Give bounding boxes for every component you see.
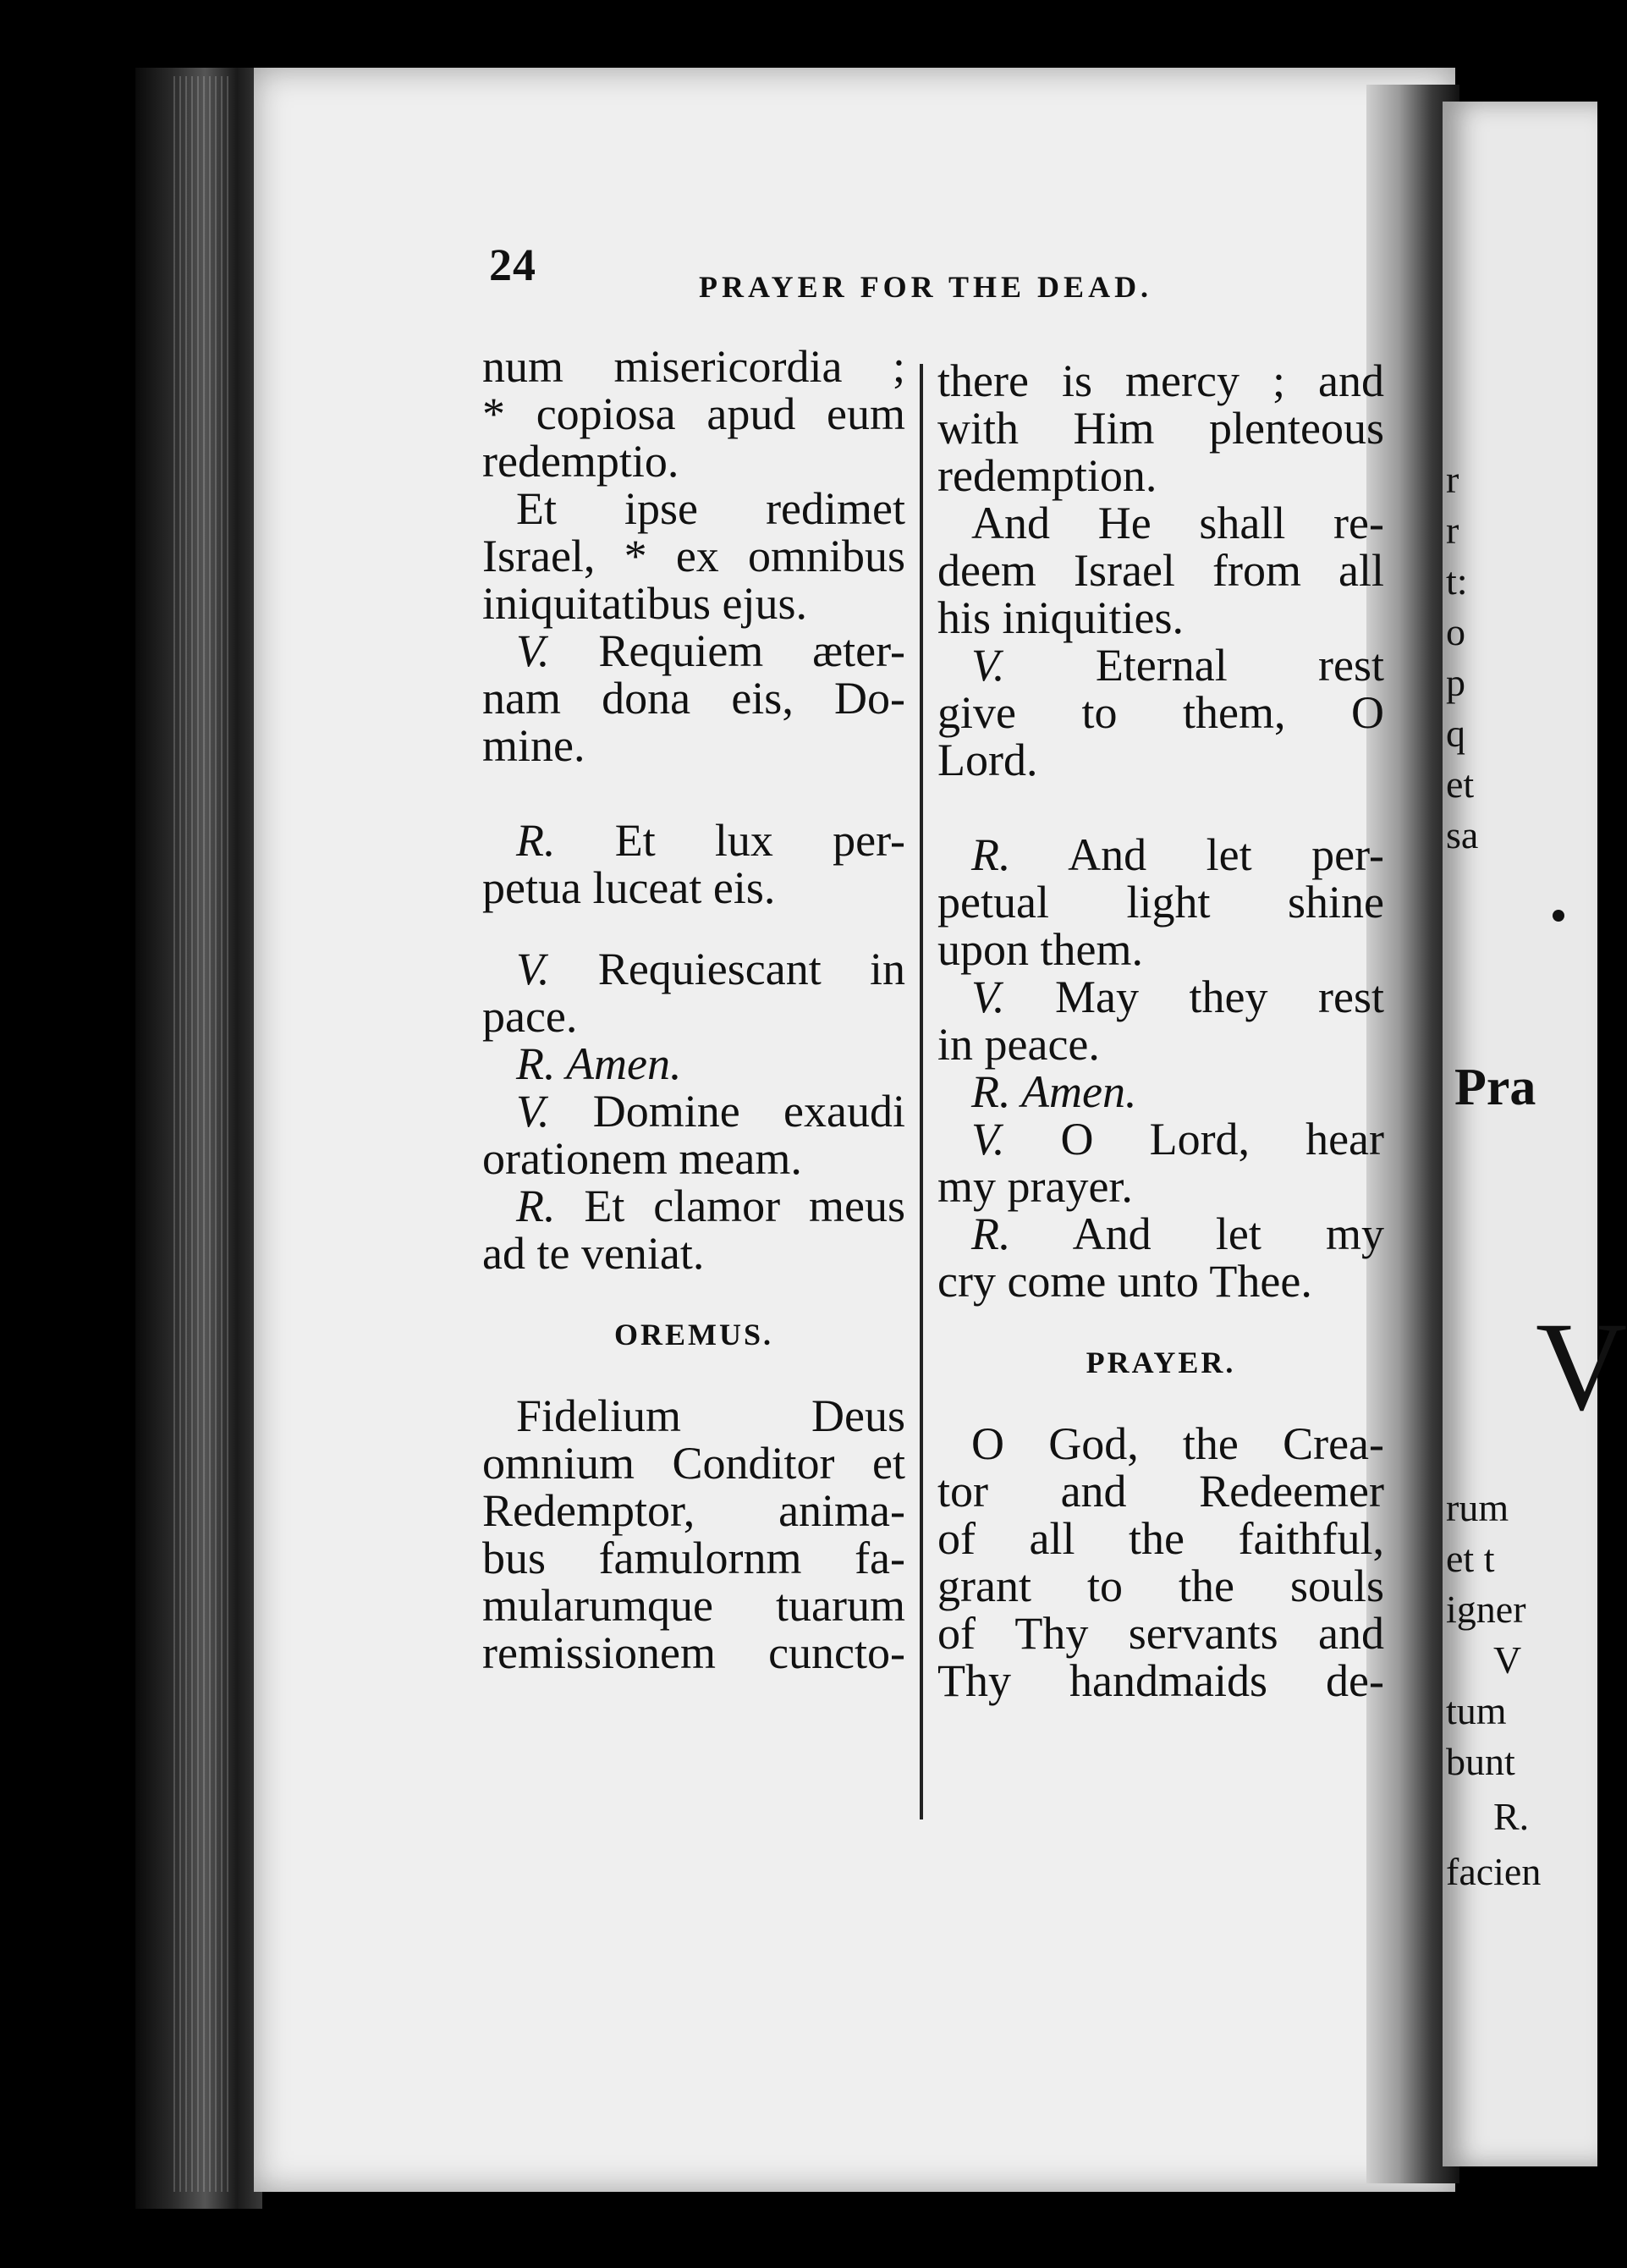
english-line: give to them, O (937, 687, 1384, 738)
english-line: R. Amen. (971, 1066, 1137, 1117)
english-line: upon them. (937, 924, 1143, 975)
english-prayer-line: Thy handmaids de- (937, 1655, 1384, 1706)
column-divider (920, 364, 923, 1819)
latin-heading: OREMUS. (613, 1318, 773, 1351)
facing-fragment: q (1446, 712, 1465, 755)
english-heading: PRAYER. (1086, 1346, 1236, 1379)
latin-line: mine. (482, 720, 585, 771)
facing-fragment: facien (1446, 1850, 1542, 1893)
latin-prayer-line: omnium Conditor et (482, 1438, 905, 1489)
running-title: PRAYER FOR THE DEAD. (699, 270, 1153, 304)
facing-fragment: sa (1446, 813, 1479, 856)
latin-line: R. Et lux per- (516, 815, 905, 866)
latin-prayer-line: mularumque tuarum (482, 1580, 905, 1631)
facing-fragment: rum (1446, 1486, 1509, 1529)
page-edges (173, 76, 233, 2192)
english-line: And He shall re- (971, 498, 1384, 548)
facing-fragment: bunt (1446, 1740, 1515, 1783)
facing-fragment: igner (1446, 1588, 1526, 1631)
latin-line: V. Domine exaudi (516, 1086, 905, 1137)
latin-line: pace. (482, 991, 578, 1042)
latin-line: Et ipse redimet (516, 483, 905, 534)
facing-fragment: V (1493, 1638, 1522, 1682)
latin-prayer-line: bus famulornm fa- (482, 1533, 905, 1583)
facing-fragment: et (1446, 762, 1475, 806)
english-prayer-line: of Thy servants and (937, 1608, 1384, 1659)
english-prayer-line: tor and Redeemer (937, 1466, 1384, 1517)
facing-heading: Pra (1454, 1059, 1536, 1116)
facing-fragment: r (1446, 458, 1459, 501)
latin-line: ad te veniat. (482, 1228, 705, 1279)
english-line: cry come unto Thee. (937, 1256, 1312, 1307)
facing-fragment: o (1446, 610, 1465, 653)
latin-column (482, 343, 905, 1676)
english-line: R. And let my (971, 1208, 1384, 1259)
facing-fragment: p (1446, 661, 1465, 704)
latin-line: V. Requiescant in (516, 944, 905, 994)
english-line: V. O Lord, hear (971, 1114, 1384, 1164)
english-line: my prayer. (937, 1161, 1133, 1212)
latin-prayer-line: remissionem cuncto- (482, 1627, 905, 1678)
latin-line: num misericordia ; (482, 341, 905, 392)
english-line: Lord. (937, 735, 1038, 785)
facing-fragment: et t (1446, 1537, 1495, 1580)
english-line: in peace. (937, 1019, 1100, 1070)
latin-prayer-line: Fidelium Deus (516, 1390, 905, 1441)
english-column (937, 357, 1384, 1704)
english-line: R. And let per- (971, 829, 1384, 880)
ink-dot (1553, 910, 1564, 922)
english-line: V. Eternal rest (971, 640, 1384, 691)
latin-line: orationem meam. (482, 1133, 802, 1184)
latin-line: nam dona eis, Do- (482, 673, 905, 724)
latin-line: R. Amen. (516, 1038, 682, 1089)
english-line: redemption. (937, 450, 1157, 501)
facing-fragment: t: (1446, 559, 1468, 603)
english-line: deem Israel from all (937, 545, 1384, 596)
english-line: with Him plenteous (937, 403, 1384, 454)
facing-fragment: tum (1446, 1689, 1507, 1732)
english-prayer-line: O God, the Crea- (971, 1418, 1384, 1469)
latin-line: * copiosa apud eum (482, 388, 905, 439)
facing-fragment: R. (1493, 1795, 1530, 1838)
facing-fragment: r (1446, 509, 1459, 552)
latin-prayer-line: Redemptor, anima- (482, 1485, 905, 1536)
english-prayer-line: of all the faithful, (937, 1513, 1384, 1564)
latin-line: petua luceat eis. (482, 862, 776, 913)
latin-line: R. Et clamor meus (516, 1181, 905, 1231)
latin-line: V. Requiem æter- (516, 625, 905, 676)
english-line: there is mercy ; and (937, 355, 1384, 406)
page-number: 24 (489, 239, 536, 290)
english-line: his iniquities. (937, 592, 1185, 643)
latin-line: iniquitatibus ejus. (482, 578, 807, 629)
latin-line: Israel, * ex omnibus (482, 531, 905, 581)
english-line: petual light shine (937, 877, 1384, 928)
english-prayer-line: grant to the souls (937, 1561, 1384, 1611)
latin-line: redemptio. (482, 436, 679, 487)
facing-page (1443, 102, 1627, 2166)
facing-drop-cap: V (1536, 1296, 1627, 1437)
english-line: V. May they rest (971, 972, 1384, 1022)
